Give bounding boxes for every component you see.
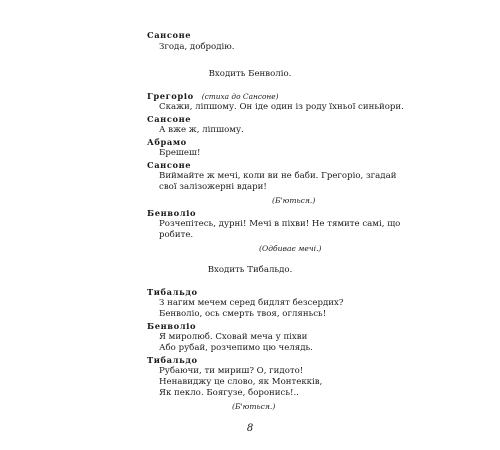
speech-line: Або рубай, розчепимо цю челядь. [159, 343, 313, 353]
speaker-name: Грегоріо [147, 91, 194, 101]
speech-line: Як пекло. Боягузе, боронись!.. [159, 388, 299, 398]
speech-line: робите. [159, 230, 194, 240]
stage-aside: (стиха до Сансоне) [201, 92, 279, 101]
speaker-name: Абрамо [147, 137, 187, 147]
speaker-name: Сансоне [147, 114, 192, 124]
speaker-name: Сансоне [147, 160, 192, 170]
speaker-name: Бенволіо [147, 208, 197, 218]
stage-direction: (Б'ються.) [232, 402, 276, 411]
speech-line: Виймайте ж мечі, коли ви не баби. Грегоріо, згадай [159, 171, 397, 181]
stage-direction: Входить Бенволіо. [208, 69, 292, 79]
speech-line: Рубаючи, ти мириш? О, гидото! [159, 366, 304, 376]
speaker-name: Тибальдо [147, 287, 198, 297]
speech-line: Я миролюб. Сховай меча у піхви [159, 332, 308, 342]
speech-line: А вже ж, ліпшому. [159, 125, 244, 135]
speaker-name: Сансоне [147, 30, 192, 40]
speech-line: Розчепітесь, дурні! Мечі в піхви! Не тямите самі, що [159, 219, 401, 229]
speech-line: Згода, добродію. [159, 42, 235, 52]
speaker-name: Тибальдо [147, 355, 198, 365]
stage-direction: Входить Тибальдо. [207, 265, 293, 275]
speech-line: Ненавиджу це слово, як Монтекків, [159, 377, 323, 387]
speech-line: Бенволіо, ось смерть твоя, огляньсь! [159, 309, 327, 319]
speaker-name: Бенволіо [147, 321, 197, 331]
speech-line: Скажи, ліпшому. Он іде один із роду їхньої синьйори. [159, 102, 404, 112]
speech-line: свої залізожерні вдари! [159, 182, 267, 192]
page-number: 8 [246, 423, 254, 434]
speech-line: З нагим мечем серед бидлят безсердих? [159, 298, 344, 308]
stage-direction: (Одбиває мечі.) [259, 244, 322, 253]
speech-line: Брешеш! [159, 148, 201, 158]
stage-direction: (Б'ються.) [272, 196, 316, 205]
